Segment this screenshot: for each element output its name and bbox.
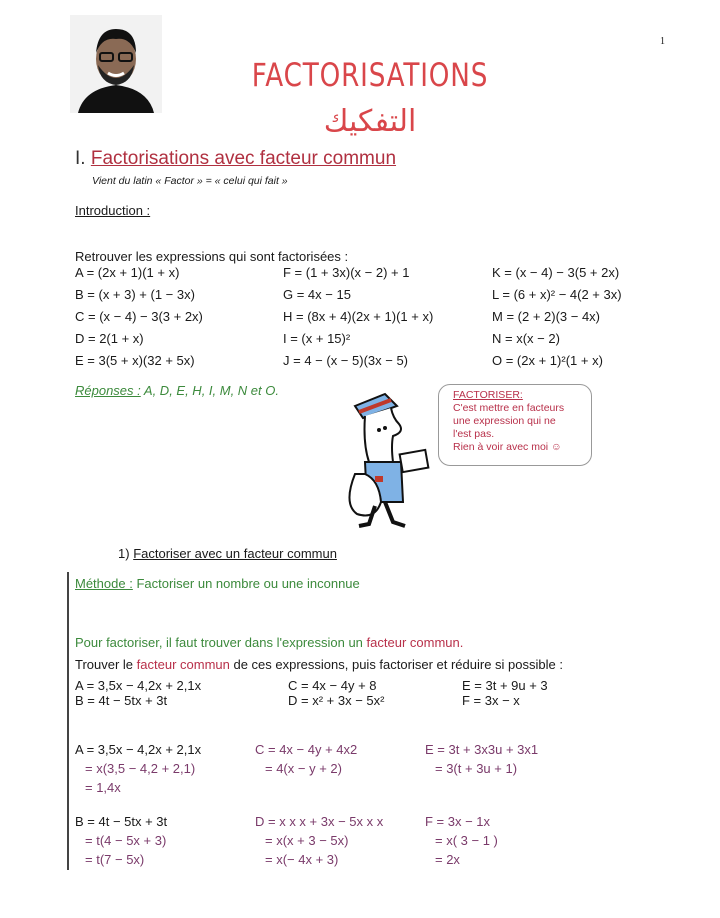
section-number: I.	[75, 148, 86, 169]
intro-label: Introduction :	[75, 203, 151, 218]
expression: = x(3,5 − 4,2 + 2,1)	[85, 761, 196, 776]
expression: D = x² + 3x − 5x²	[288, 693, 385, 708]
answers-text: A, D, E, H, I, M, N et O.	[143, 383, 279, 398]
rule-text: Pour factoriser, il faut trouver dans l'expression un	[75, 635, 367, 650]
expression: = 2x	[435, 852, 460, 867]
expression: L = (6 + x)² − 4(2 + 3x)	[492, 287, 622, 302]
expression: D = x x x + 3x − 5x x x	[255, 814, 384, 829]
expression: H = (8x + 4)(2x + 1)(1 + x)	[283, 309, 434, 324]
expression: G = 4x − 15	[283, 287, 351, 302]
expression: = 4(x − y + 2)	[265, 761, 342, 776]
subsection-title: Factoriser avec un facteur commun	[133, 546, 337, 561]
expression: A = 3,5x − 4,2x + 2,1x	[75, 742, 202, 757]
bubble-line: l'est pas.	[453, 428, 495, 440]
expression: I = (x + 15)²	[283, 331, 351, 346]
expression: = t(4 − 5x + 3)	[85, 833, 167, 848]
expression: F = 3x − x	[462, 693, 520, 708]
expression: N = x(x − 2)	[492, 331, 560, 346]
section-subtitle: Vient du latin « Factor » = « celui qui fait »	[92, 175, 288, 187]
method-text: Factoriser un nombre ou une inconnue	[136, 576, 360, 591]
expression: E = 3t + 3x3u + 3x1	[425, 742, 539, 757]
task-emphasis: facteur commun	[136, 657, 230, 672]
postman-illustration	[335, 384, 445, 537]
bubble-line: Rien à voir avec moi ☺	[453, 441, 562, 453]
expression: = x(x + 3 − 5x)	[265, 833, 349, 848]
answers	[75, 383, 279, 398]
rule	[75, 635, 463, 650]
expression: B = 4t − 5tx + 3t	[75, 693, 168, 708]
intro-question: Retrouver les expressions qui sont factorisées :	[75, 249, 349, 264]
task	[75, 657, 563, 672]
expression: K = (x − 4) − 3(5 + 2x)	[492, 265, 620, 280]
expression: E = 3t + 9u + 3	[462, 678, 548, 693]
bubble-title: FACTORISER:	[453, 389, 523, 401]
expression: D = 2(1 + x)	[75, 331, 144, 346]
expression: = 1,4x	[85, 780, 121, 795]
expression: O = (2x + 1)²(1 + x)	[492, 353, 603, 368]
method	[75, 576, 360, 591]
rule-emphasis: facteur commun.	[366, 635, 464, 650]
page-number: 1	[660, 36, 665, 47]
expression: C = 4x − 4y + 8	[288, 678, 377, 693]
expression: = t(7 − 5x)	[85, 852, 145, 867]
expression: B = (x + 3) + (1 − 3x)	[75, 287, 195, 302]
section-heading	[75, 148, 396, 170]
method-label: Méthode :	[75, 576, 133, 591]
expression: = x( 3 − 1 )	[435, 833, 498, 848]
section-title: Factorisations avec facteur commun	[90, 148, 397, 169]
expression: E = 3(5 + x)(32 + 5x)	[75, 353, 195, 368]
subsection-number: 1)	[118, 546, 130, 561]
expression: B = 4t − 5tx + 3t	[75, 814, 168, 829]
task-text-end: de ces expressions, puis factoriser et réduire si possible :	[229, 657, 563, 672]
page-title: FACTORISATIONS	[251, 56, 489, 94]
task-text: Trouver le	[75, 657, 137, 672]
expression: J = 4 − (x − 5)(3x − 5)	[283, 353, 408, 368]
speech-bubble	[438, 384, 592, 466]
subsection-heading	[118, 546, 337, 561]
expression: = 3(t + 3u + 1)	[435, 761, 518, 776]
margin-bar	[67, 572, 69, 870]
expression: M = (2 + 2)(3 − 4x)	[492, 309, 601, 324]
expression: F = 3x − 1x	[425, 814, 491, 829]
expression: C = (x − 4) − 3(3 + 2x)	[75, 309, 203, 324]
page-title-arabic: التفكيك	[323, 104, 417, 139]
expression: A = 3,5x − 4,2x + 2,1x	[75, 678, 202, 693]
bubble-line: une expression qui ne	[453, 415, 556, 427]
expression: A = (2x + 1)(1 + x)	[75, 265, 180, 280]
answers-label: Réponses :	[75, 383, 141, 398]
expression: F = (1 + 3x)(x − 2) + 1	[283, 265, 410, 280]
bubble-line: C'est mettre en facteurs	[453, 402, 565, 414]
expression: = x(− 4x + 3)	[265, 852, 339, 867]
expression: C = 4x − 4y + 4x2	[255, 742, 358, 757]
